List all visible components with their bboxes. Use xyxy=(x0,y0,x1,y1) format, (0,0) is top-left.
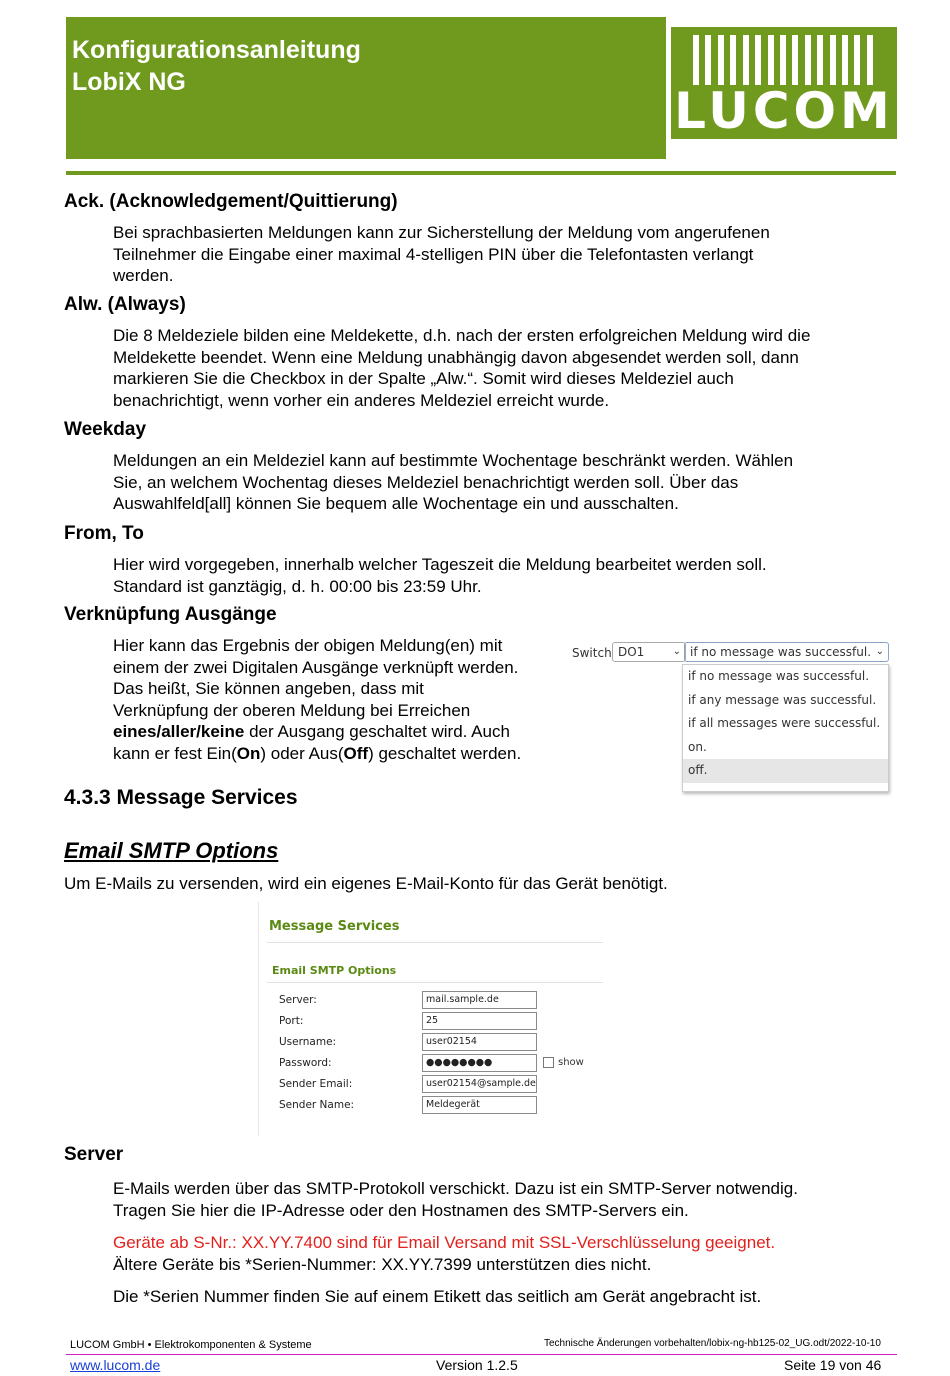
footer-notice: Technische Änderungen vorbehalten/lobix-ng-hb125-02_UG.odt/2022-10-10 xyxy=(544,1338,881,1349)
serial-note: Die *Serien Nummer finden Sie auf einem Etikett das seitlich am Gerät angebracht ist. xyxy=(113,1287,762,1306)
password-input[interactable]: ●●●●●●●● xyxy=(422,1054,537,1072)
footer-version: Version 1.2.5 xyxy=(436,1357,518,1373)
footer-company: LUCOM GmbH • Elektrokomponenten & Systeme xyxy=(70,1339,312,1351)
password-label: Password: xyxy=(279,1057,332,1069)
server-heading: Server xyxy=(64,1144,124,1165)
sender-email-label: Sender Email: xyxy=(279,1078,353,1090)
fromto-text xyxy=(113,554,893,597)
username-input[interactable]: user02154 xyxy=(422,1033,537,1051)
divider xyxy=(267,982,603,983)
text-line: Das heißt, Sie können angeben, dass mit xyxy=(113,679,424,698)
ssl-warning: Geräte ab S-Nr.: XX.YY.7400 sind für Email Versand mit SSL-Verschlüsselung geeignet. xyxy=(113,1233,776,1252)
weekday-heading: Weekday xyxy=(64,419,147,440)
email-intro: Um E-Mails zu versenden, wird ein eigenes E-Mail-Konto für das Gerät benötigt. xyxy=(64,874,668,893)
title-line-2: LobiX NG xyxy=(72,68,186,96)
bold-term: On xyxy=(236,743,261,763)
fromto-heading: From, To xyxy=(64,523,144,544)
bold-term: eines/aller/keine xyxy=(113,722,245,741)
option-off[interactable]: off. xyxy=(683,759,888,783)
ack-heading: Ack. (Acknowledgement/Quittierung) xyxy=(64,191,398,212)
condition-select[interactable] xyxy=(684,642,889,662)
text-line: E-Mails werden über das SMTP-Protokoll verschickt. Dazu ist ein SMTP-Server notwendig. xyxy=(113,1179,798,1198)
text-line: Hier wird vorgegeben, innerhalb welcher Tageszeit die Meldung bearbeitet werden soll. xyxy=(113,555,767,574)
header-divider xyxy=(66,171,896,175)
email-smtp-heading: Email SMTP Options xyxy=(64,838,279,863)
option-on[interactable]: on. xyxy=(688,739,707,754)
outputs-text xyxy=(113,635,568,764)
sender-name-input[interactable]: Meldegerät xyxy=(422,1096,537,1114)
text-fragment: ) oder Aus( xyxy=(260,743,344,763)
server-input[interactable]: mail.sample.de xyxy=(422,991,537,1009)
server-compat-text xyxy=(113,1232,893,1275)
text-line: Tragen Sie hier die IP-Adresse oder den Hostnamen des SMTP-Servers ein. xyxy=(113,1200,689,1220)
text-line: markieren Sie die Checkbox in der Spalte „Alw.“. Somit wird dieses Meldeziel auch xyxy=(113,369,734,388)
alw-heading: Alw. (Always) xyxy=(64,294,186,315)
logo-wordmark: LUCOM xyxy=(674,82,894,140)
outputs-heading: Verknüpfung Ausgänge xyxy=(64,604,277,625)
output-select-value: DO1 xyxy=(618,645,645,659)
lucom-logo xyxy=(671,27,897,139)
text-line: benachrichtigt, wenn vorher ein anderes Meldeziel erreicht wurde. xyxy=(113,390,610,410)
footer-divider xyxy=(66,1354,897,1355)
condition-select-value: if no message was successful. xyxy=(690,645,872,659)
server-label: Server: xyxy=(279,994,317,1006)
divider xyxy=(267,942,603,943)
text-line xyxy=(113,721,568,743)
text-line: Auswahlfeld[all] können Sie bequem alle Wochentage ein und ausschalten. xyxy=(113,494,679,513)
sender-name-label: Sender Name: xyxy=(279,1099,355,1111)
show-password-checkbox[interactable] xyxy=(543,1057,554,1068)
text-line: Meldekette beendet. Wenn eine Meldung unabhängig davon abgesendet werden soll, dann xyxy=(113,347,799,367)
text-line: Ältere Geräte bis *Serien-Nummer: XX.YY.7399 unterstützen dies nicht. xyxy=(113,1254,652,1274)
username-label: Username: xyxy=(279,1036,337,1048)
show-password-label: show xyxy=(558,1057,584,1068)
text-fragment: kann er fest Ein( xyxy=(113,743,237,763)
switch-label: Switch xyxy=(572,646,612,660)
text-line: einem der zwei Digitalen Ausgänge verknüpft werden. xyxy=(113,657,519,677)
text-line: Teilnehmer die Eingabe einer maximal 4-stelligen PIN über die Telefontasten verlangt xyxy=(113,244,754,264)
text-line: Meldungen an ein Meldeziel kann auf bestimmte Wochentage beschränkt werden. Wählen xyxy=(113,451,794,470)
chevron-down-icon: ⌄ xyxy=(672,646,681,657)
footer-page-number: Seite 19 von 46 xyxy=(784,1357,882,1373)
alw-text xyxy=(113,325,893,411)
output-select[interactable] xyxy=(612,642,686,662)
text-line: Verknüpfung der oberen Meldung bei Erreichen xyxy=(113,700,471,720)
document-title xyxy=(72,34,361,98)
weekday-text xyxy=(113,450,893,515)
text-line: Hier kann das Ergebnis der obigen Meldung(en) mit xyxy=(113,636,503,655)
smtp-options-screenshot xyxy=(258,902,603,1136)
text-line: Sie, an welchem Wochentag dieses Meldeziel benachrichtigt werden soll. Über das xyxy=(113,472,739,492)
footer-website-link[interactable]: www.lucom.de xyxy=(70,1357,161,1373)
option-none-successful[interactable]: if no message was successful. xyxy=(688,669,870,683)
message-services-heading: 4.3.3 Message Services xyxy=(64,786,298,809)
title-line-1: Konfigurationsanleitung xyxy=(72,36,361,64)
option-any-successful[interactable]: if any message was successful. xyxy=(688,692,877,707)
chevron-down-icon: ⌄ xyxy=(875,646,884,657)
logo-bars xyxy=(693,35,873,85)
text-line: Standard ist ganztägig, d. h. 00:00 bis 23:59 Uhr. xyxy=(113,576,482,596)
text-line: Bei sprachbasierten Meldungen kann zur Sicherstellung der Meldung vom angerufenen xyxy=(113,223,770,242)
text-line xyxy=(113,743,568,765)
sender-email-input[interactable]: user02154@sample.de xyxy=(422,1075,537,1093)
option-all-successful[interactable]: if all messages were successful. xyxy=(688,716,881,730)
text-line: werden. xyxy=(113,266,174,285)
port-label: Port: xyxy=(279,1015,304,1027)
text-fragment: ) geschaltet werden. xyxy=(368,743,522,763)
output-switch-screenshot xyxy=(567,638,892,795)
bold-term: Off xyxy=(343,743,369,763)
server-text xyxy=(113,1178,893,1221)
panel-title: Message Services xyxy=(269,919,400,934)
port-input[interactable]: 25 xyxy=(422,1012,537,1030)
condition-options-list xyxy=(682,664,889,792)
panel-subtitle: Email SMTP Options xyxy=(272,964,397,977)
text-line: Die 8 Meldeziele bilden eine Meldekette, d.h. nach der ersten erfolgreichen Meldung wird die xyxy=(113,326,811,345)
text-fragment: der Ausgang geschaltet wird. Auch xyxy=(244,722,510,741)
ack-text xyxy=(113,222,893,287)
